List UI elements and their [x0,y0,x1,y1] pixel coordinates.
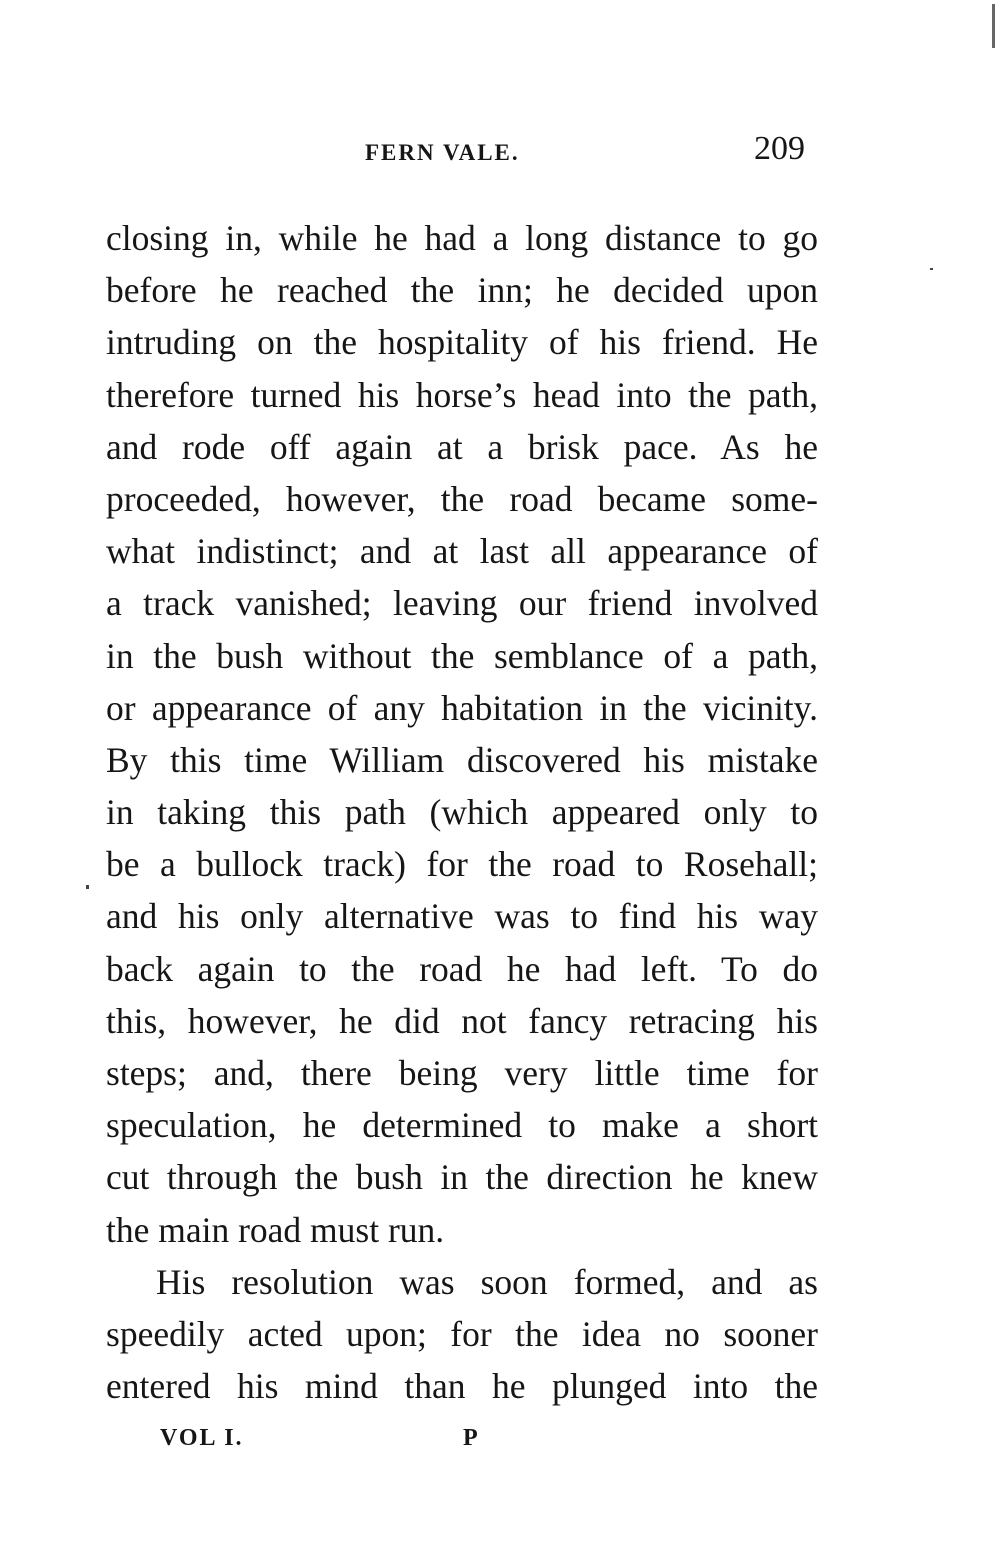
text-line: this, however, he did not fancy retracing his [106,1000,818,1041]
text-line: back again to the road he had left. To do [106,948,818,989]
scan-speck [930,268,933,270]
scan-speck [992,4,995,48]
signature-letter: P [463,1425,480,1451]
text-line: speedily acted upon; for the idea no sooner [106,1313,818,1354]
text-line: cut through the bush in the direction he knew [106,1157,818,1198]
text-line: and his only alternative was to find his way [106,896,818,937]
text-line: intruding on the hospitality of his friend. He [106,322,818,363]
text-line: be a bullock track) for the road to Rosehall; [106,844,818,885]
text-line: steps; and, there being very little time for [106,1053,818,1093]
volume-mark: VOL I. [160,1425,244,1451]
page-number: 209 [754,130,805,167]
text-line: therefore turned his horse’s head into the path, [106,374,818,415]
text-line: closing in, while he had a long distance to go [106,218,818,258]
paragraph-2 [106,1256,818,1413]
text-line: before he reached the inn; he decided upon [106,270,818,311]
text-line: in the bush without the semblance of a path, [106,635,818,676]
text-line: the main road must run. [106,1209,445,1250]
text-line: proceeded, however, the road became some- [106,478,818,519]
text-line: or appearance of any habitation in the vicinity. [106,687,818,728]
signature-line [160,1425,560,1459]
running-head [100,130,805,174]
text-line: entered his mind than he plunged into the [106,1366,818,1407]
paragraph-1 [106,212,818,1256]
text-line: what indistinct; and at last all appearance of [106,531,818,572]
text-line: in taking this path (which appeared only to [106,792,818,833]
scan-speck [86,885,89,889]
text-line: and rode off again at a brisk pace. As he [106,426,818,467]
text-line: His resolution was soon formed, and as [156,1261,818,1302]
running-title: FERN VALE. [365,140,520,165]
text-line: By this time William discovered his mistake [106,739,818,780]
text-line: speculation, he determined to make a short [106,1105,818,1146]
body-text [106,212,818,1412]
text-line: a track vanished; leaving our friend involved [106,583,818,624]
